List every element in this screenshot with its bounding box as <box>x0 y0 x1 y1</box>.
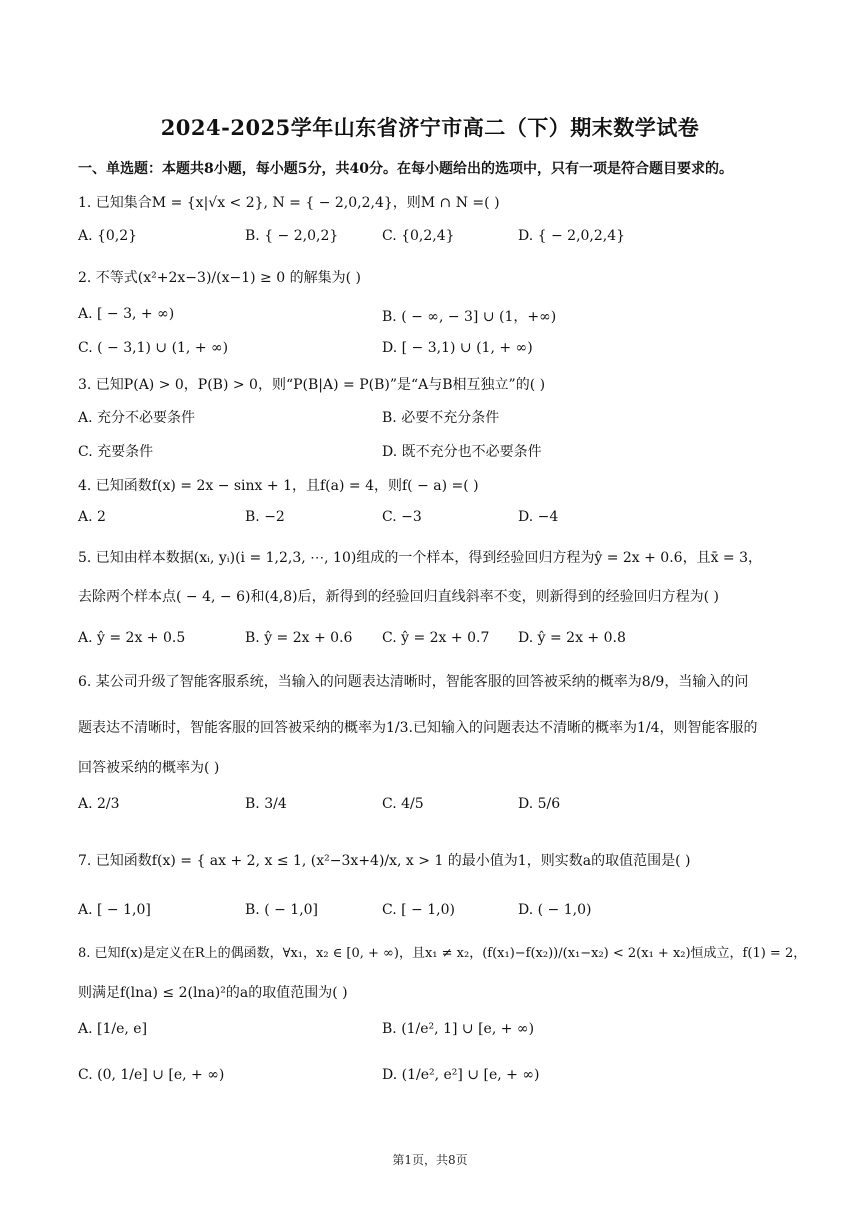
q7-option-a: A. [ − 1,0] <box>78 902 151 918</box>
question-6-stem-line-1: 6. 某公司升级了智能客服系统，当输入的问题表达清晰时，智能客服的回答被采纳的概率为8/9，当输入的问 <box>78 674 749 690</box>
q6-option-a: A. 2/3 <box>78 796 120 812</box>
q6-option-b: B. 3/4 <box>245 796 287 812</box>
q6-option-c: C. 4/5 <box>382 796 424 812</box>
q2-option-c: C. ( − 3,1) ∪ (1, + ∞) <box>78 340 229 356</box>
q4-option-c: C. −3 <box>382 509 422 525</box>
page-footer: 第1页，共8页 <box>392 1153 468 1167</box>
section-heading: 一、单选题：本题共8小题，每小题5分，共40分。在每小题给出的选项中，只有一项是符合题目要求的。 <box>78 161 733 177</box>
q3-option-a: A. 充分不必要条件 <box>78 410 196 426</box>
q2-option-b: B. ( − ∞, − 3] ∪ (1，+∞) <box>382 309 557 325</box>
q3-option-d: D. 既不充分也不必要条件 <box>382 444 542 460</box>
question-8-stem-line-2: 则满足f(lna) ≤ 2(lna)²的a的取值范围为( ) <box>78 985 348 1001</box>
q6-option-d: D. 5/6 <box>518 796 561 812</box>
q7-option-d: D. ( − 1,0) <box>518 902 592 918</box>
q1-option-c: C. {0,2,4} <box>382 228 455 244</box>
q7-option-b: B. ( − 1,0] <box>245 902 319 918</box>
q5-option-d: D. ŷ = 2x + 0.8 <box>518 630 626 646</box>
q8-option-c: C. (0, 1/e] ∪ [e, + ∞) <box>78 1067 225 1083</box>
question-8-stem-line-1: 8. 已知f(x)是定义在R上的偶函数，∀x₁，x₂ ∈ [0, + ∞)，且x₁ ≠ x₂，(f(x₁)−f(x₂))/(x₁−x₂) < 2(x₁ + x₂)恒成立，f(1) = 2， <box>78 946 807 961</box>
question-5-stem-line-2: 去除两个样本点( − 4, − 6)和(4,8)后，新得到的经验回归直线斜率不变，则新得到的经验回归方程为( ) <box>78 589 720 605</box>
q4-option-b: B. −2 <box>245 509 285 525</box>
q5-option-b: B. ŷ = 2x + 0.6 <box>245 630 353 646</box>
page-title: 2024-2025学年山东省济宁市高二（下）期末数学试卷 <box>160 115 700 140</box>
q4-option-d: D. −4 <box>518 509 559 525</box>
q8-option-d: D. (1/e², e²] ∪ [e, + ∞) <box>382 1067 540 1083</box>
question-5-stem-line-1: 5. 已知由样本数据(xᵢ, yᵢ)(i = 1,2,3, ⋯, 10)组成的一个样本，得到经验回归方程为ŷ = 2x + 0.6，且x̄ = 3， <box>78 550 763 566</box>
question-2-stem: 2. 不等式(x²+2x−3)/(x−1) ≥ 0 的解集为( ) <box>78 270 361 286</box>
q3-option-c: C. 充要条件 <box>78 444 154 460</box>
q8-option-b: B. (1/e², 1] ∪ [e, + ∞) <box>382 1021 535 1037</box>
question-1-stem: 1. 已知集合M = {x|√x < 2}, N = { − 2,0,2,4}，则M ∩ N =( ) <box>78 195 500 211</box>
q1-option-b: B. { − 2,0,2} <box>245 228 339 244</box>
q2-option-a: A. [ − 3, + ∞) <box>78 306 175 322</box>
q5-option-c: C. ŷ = 2x + 0.7 <box>382 630 490 646</box>
q2-option-d: D. [ − 3,1) ∪ (1, + ∞) <box>382 340 533 356</box>
q7-option-c: C. [ − 1,0) <box>382 902 455 918</box>
question-4-stem: 4. 已知函数f(x) = 2x − sinx + 1，且f(a) = 4，则f( − a) =( ) <box>78 478 479 494</box>
q5-option-a: A. ŷ = 2x + 0.5 <box>78 630 186 646</box>
q1-option-d: D. { − 2,0,2,4} <box>518 228 626 244</box>
q8-option-a: A. [1/e, e] <box>78 1021 148 1037</box>
question-6-stem-line-3: 回答被采纳的概率为( ) <box>78 760 220 776</box>
q3-option-b: B. 必要不充分条件 <box>382 410 500 426</box>
question-7-stem: 7. 已知函数f(x) = { ax + 2, x ≤ 1, (x²−3x+4)/x, x > 1 的最小值为1，则实数a的取值范围是( ) <box>78 853 691 869</box>
q4-option-a: A. 2 <box>78 509 106 525</box>
question-3-stem: 3. 已知P(A) > 0，P(B) > 0，则“P(B|A) = P(B)”是“A与B相互独立”的( ) <box>78 377 546 393</box>
question-6-stem-line-2: 题表达不清晰时，智能客服的回答被采纳的概率为1/3.已知输入的问题表达不清晰的概率为1/4，则智能客服的 <box>78 720 758 736</box>
q1-option-a: A. {0,2} <box>78 228 138 244</box>
